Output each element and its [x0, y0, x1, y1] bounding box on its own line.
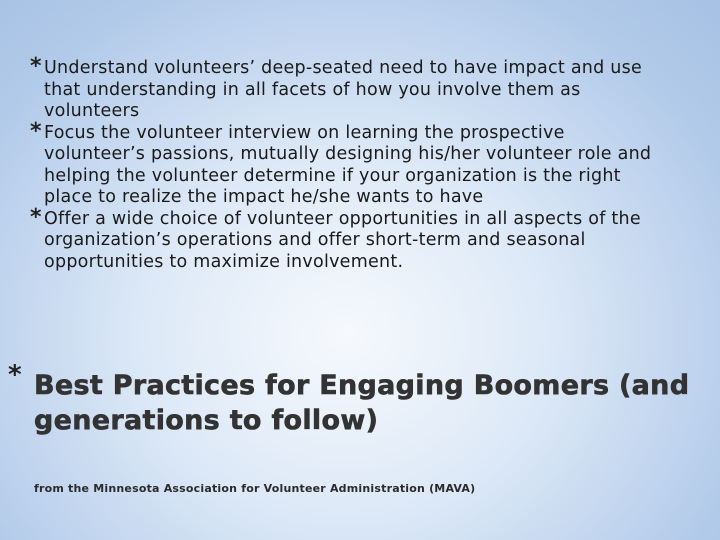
- bullet-list: [30, 54, 670, 273]
- bullet-star-icon: *: [30, 118, 42, 144]
- title-star-icon: *: [8, 360, 22, 390]
- bullet-item: [30, 204, 670, 274]
- bullet-item: [30, 54, 670, 123]
- bullet-star-icon: *: [30, 204, 42, 230]
- bullet-text: Understand volunteers’ deep-seated need to have impact and use that understanding in all facets of how you involve them as volunteers: [44, 58, 643, 121]
- bullet-item: [30, 118, 670, 209]
- slide-subtitle: from the Minnesota Association for Volunteer Administration (MAVA): [34, 482, 476, 495]
- bullet-text: Focus the volunteer interview on learning the prospective volunteer’s passions, mutually designing his/her volunteer role and helping the volunteer determine if your organization is the right place to realize the impact he/she wants to have: [44, 122, 652, 207]
- bullet-text: Offer a wide choice of volunteer opportunities in all aspects of the organization’s operations and offer short-term and seasonal opportunities to maximize involvement.: [44, 208, 641, 272]
- slide-title: Best Practices for Engaging Boomers (and generations to follow): [34, 370, 690, 436]
- bullet-star-icon: *: [30, 54, 42, 79]
